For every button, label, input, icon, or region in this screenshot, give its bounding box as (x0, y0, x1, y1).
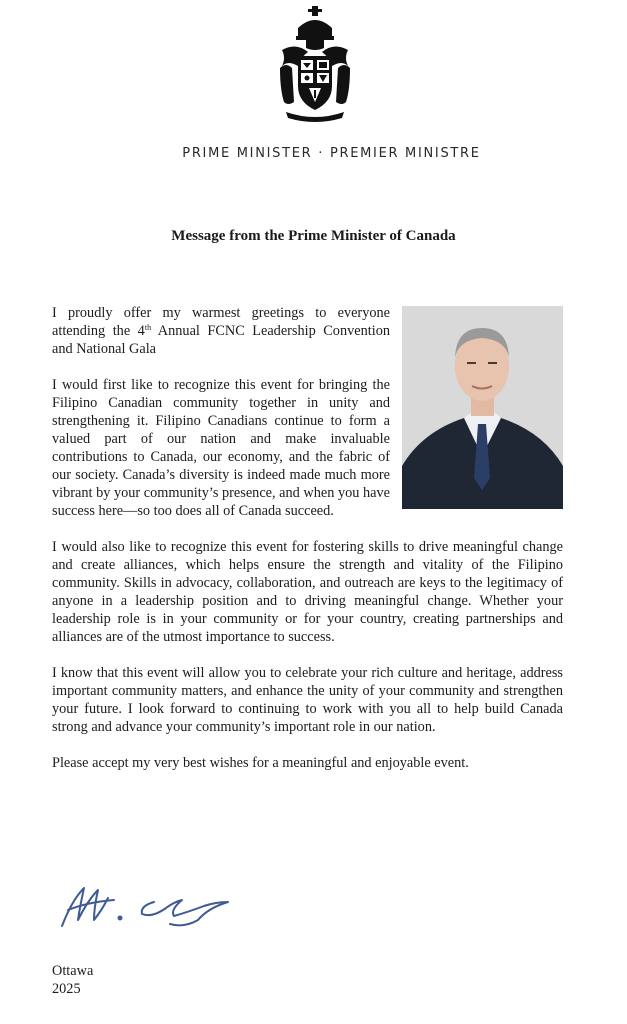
paragraph-4: I know that this event will allow you to celebrate your rich culture and heritage, address important community matters, and enhance the unity of your community and strengthen your future. I look forward to continuing to work with you all to help build Canada strong and advance your community’s important role in our nation. (52, 665, 563, 735)
office-separator: · (318, 146, 325, 161)
message-title: Message from the Prime Minister of Canada (171, 228, 456, 244)
office-en: PRIME MINISTER (182, 146, 313, 161)
office-fr: PREMIER MINISTRE (329, 146, 481, 161)
letterhead (0, 146, 627, 161)
paragraph-3: I would also like to recognize this event for fostering skills to drive meaningful change and create alliances, which helps ensure the strength and vitality of the Filipino community. Skills in advocacy, collaboration, and outreach are keys to the legitimacy of anyone in a leadership position and to driving meaningful change. Whether your leadership role is in your community or for your country, creating partnerships and alliances are of the utmost importance to success. (52, 539, 563, 645)
p1-text-after: Annual FCNC Leadership Convention and National Gala (52, 323, 390, 357)
p1-text-before: I proudly offer my warmest greetings to everyone attending the 4 (52, 305, 390, 339)
paragraph-2: I would first like to recognize this event for bringing the Filipino Canadian community together in unity and strengthening it. Filipino Canadians continue to form a valued part of our nation and make invaluable contributions to Canada, our economy, and the fabric of our society. Canada’s diversity is indeed made much more vibrant by your community’s presence, and when you have success here—so too does all of Canada succeed. (52, 377, 390, 519)
message-body (52, 304, 563, 790)
paragraph-5: Please accept my very best wishes for a meaningful and enjoyable event. (52, 755, 469, 771)
portrait-icon (402, 306, 563, 509)
signature-icon (58, 880, 236, 934)
portrait-photo (402, 306, 563, 509)
coat-of-arms-icon (276, 6, 354, 124)
closing-city: Ottawa (52, 963, 94, 979)
p1-superscript: th (144, 323, 152, 332)
closing-year: 2025 (52, 981, 81, 997)
closing (52, 962, 93, 998)
